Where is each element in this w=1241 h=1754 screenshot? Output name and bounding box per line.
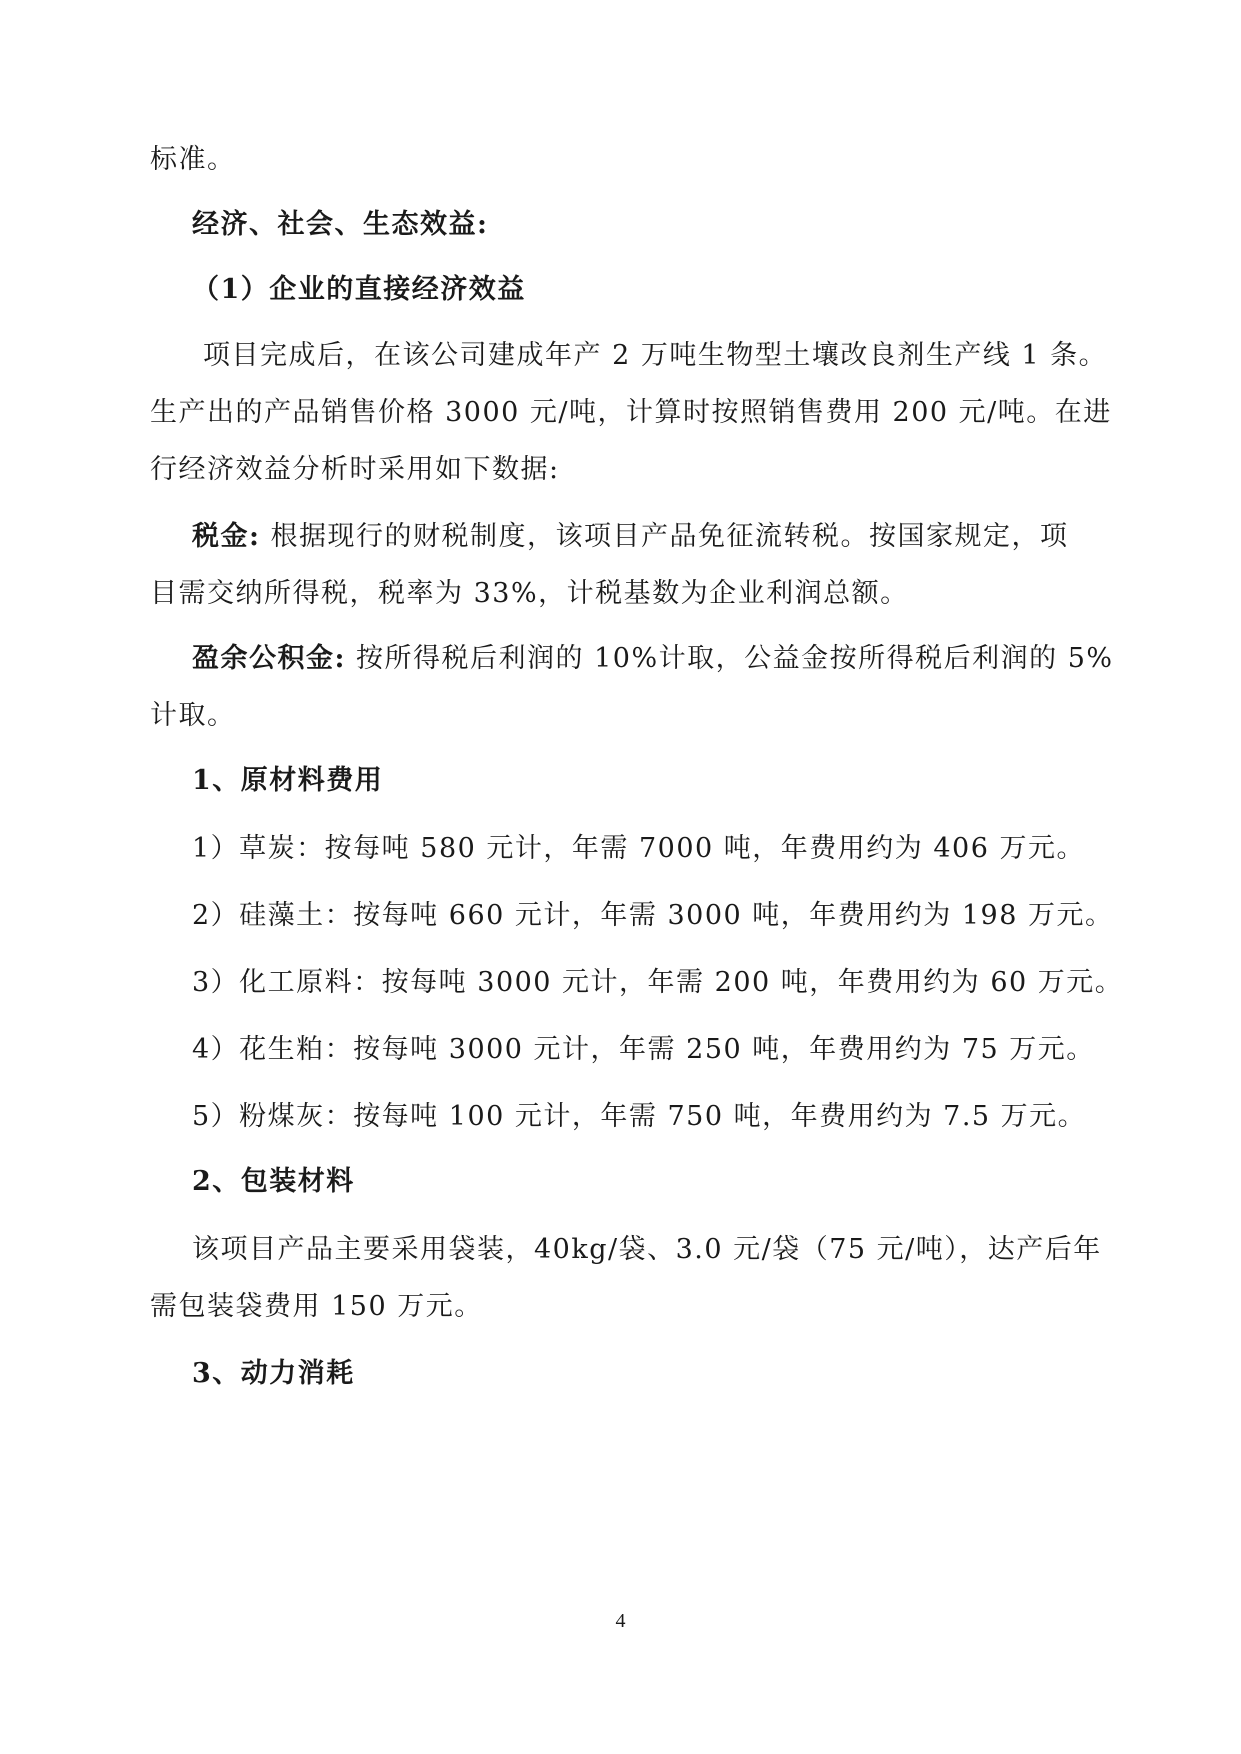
paragraph-reserve-line-2: 计取。 xyxy=(150,700,236,731)
subsection-heading-direct-benefits: （1）企业的直接经济效益 xyxy=(192,274,526,305)
paragraph-packaging-line-1: 该项目产品主要采用袋装，40kg/袋、3.0 元/袋（75 元/吨），达产后年 xyxy=(192,1234,1102,1265)
list-item: 1）草炭：按每吨 580 元计，年需 7000 吨，年费用约为 406 万元。 xyxy=(192,833,1085,864)
section-heading-raw-materials: 1、原材料费用 xyxy=(192,765,384,796)
paragraph-intro-line-2: 生产出的产品销售价格 3000 元/吨，计算时按照销售费用 200 元/吨。在进 xyxy=(150,397,1112,428)
tax-label: 税金: xyxy=(192,521,261,552)
list-item: 2）硅藻土：按每吨 660 元计，年需 3000 吨，年费用约为 198 万元。 xyxy=(192,900,1114,931)
page-number: 4 xyxy=(615,1610,626,1632)
paragraph-reserve-line-1 xyxy=(192,642,1114,676)
paragraph-continuation: 标准。 xyxy=(150,144,236,175)
paragraph-intro-line-1: 项目完成后，在该公司建成年产 2 万吨生物型土壤改良剂生产线 1 条。 xyxy=(203,340,1108,371)
paragraph-packaging-line-2: 需包装袋费用 150 万元。 xyxy=(150,1291,483,1322)
list-item: 5）粉煤灰：按每吨 100 元计，年需 750 吨，年费用约为 7.5 万元。 xyxy=(192,1101,1087,1132)
section-heading-packaging: 2、包装材料 xyxy=(192,1166,355,1197)
list-item: 3）化工原料：按每吨 3000 元计，年需 200 吨，年费用约为 60 万元。 xyxy=(192,967,1124,998)
list-item: 4）花生粕：按每吨 3000 元计，年需 250 吨，年费用约为 75 万元。 xyxy=(192,1034,1095,1065)
reserve-label: 盈余公积金: xyxy=(192,643,346,674)
section-heading-power: 3、动力消耗 xyxy=(192,1358,355,1389)
section-heading-benefits: 经济、社会、生态效益: xyxy=(192,209,489,240)
paragraph-intro-line-3: 行经济效益分析时采用如下数据: xyxy=(150,454,560,485)
paragraph-tax-line-1 xyxy=(192,520,1069,554)
tax-text: 根据现行的财税制度，该项目产品免征流转税。按国家规定，项 xyxy=(260,521,1069,552)
reserve-text: 按所得税后利润的 10%计取，公益金按所得税后利润的 5% xyxy=(345,643,1114,674)
paragraph-tax-line-2: 目需交纳所得税，税率为 33%，计税基数为企业利润总额。 xyxy=(150,578,909,609)
